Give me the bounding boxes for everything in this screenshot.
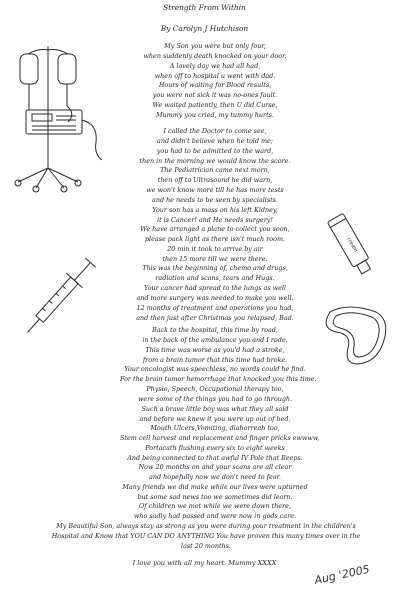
poem-line: And being connected to that awful IV Pole that Beeps. <box>127 453 303 462</box>
stanza-6 <box>120 463 310 522</box>
poem-line: and more surgery was needed to make you well. <box>136 293 294 302</box>
stanza-2 <box>120 127 310 225</box>
poem-line: A lovely day we had all had, <box>169 61 261 70</box>
poem-line: who sadly had passed and were now in gods care. <box>133 512 297 521</box>
poem-line: Stem cell harvest and replacement and finger pricks ewwww, <box>120 433 320 442</box>
poem-line: Hours of waiting for Blood results, <box>158 81 272 90</box>
poem-line: For the brain tumor hemorrhage that knocked you this time. <box>120 375 317 384</box>
poem-line: We waited patiently, then U did Curse, <box>152 101 278 110</box>
poem-line: then off to Ultrasound he did warn, <box>157 176 273 185</box>
poem-line: please pack light as there isn't much room. <box>144 234 286 243</box>
stanza-3 <box>120 225 310 323</box>
svg-text:cream: cream <box>345 236 359 254</box>
syringe-drawing <box>8 248 118 338</box>
poem-line: and before we knew it you were up out of bed, <box>139 414 291 423</box>
poem-line: Mummy you cried, my tummy hurts. <box>156 110 274 119</box>
poem-line: Physio, Speech, Occupational therapy too, <box>146 385 284 394</box>
poem-line: you had to be admitted to the ward, <box>156 146 274 155</box>
kidney-dish-drawing <box>318 300 394 370</box>
poem-line: and then just after Christmas you relapsed, Bad. <box>136 313 294 322</box>
poem-line: I called the Doctor to come see, <box>163 127 267 135</box>
poem-title: Strength From Within <box>163 3 246 12</box>
signoff-line: I love you with all my heart. Mummy XXXX <box>132 559 277 567</box>
poem-line: We have arranged a plane to collect you soon, <box>140 225 290 233</box>
poem-line: radiation and scans, tears and Hugs. <box>155 274 275 283</box>
poem-line: you were not sick it was no-ones fault. <box>152 91 278 100</box>
closing-paragraph: My Beautiful Son, always stay as strong as you were during your treatment in the children's Hospital and Know that YOU CAN DO ANYTHING You have proven this many times over in the last 20 months. <box>51 522 361 550</box>
poem-line: when off to hospital u went with dad. <box>154 71 276 80</box>
poem-line: Mouth Ulcers,Vomiting, diahorreah too, <box>150 424 280 432</box>
poem-line: and he needs to be seen by specialists. <box>152 195 278 204</box>
poem-line: were some of the things you had to go through. <box>137 394 293 403</box>
poem-line: This was the beginning of, chemo and drugs, <box>142 264 288 273</box>
poem-line: and hopefully now we don't need to fear. <box>149 472 281 481</box>
poem-line: 12 months of treatment and operations you had, <box>136 303 294 312</box>
poem-line: 20 min it took to arrive by air <box>167 244 263 253</box>
stanza-4 <box>120 326 317 424</box>
poem-line: we won't know more till he has more tests <box>146 186 284 195</box>
poem-line: Your oncologist was speechless, no words could he find. <box>124 365 306 374</box>
poem-line: and didn't believe when he told me; <box>157 136 273 145</box>
poem-author: By Carolyn J Hutchison <box>160 24 249 33</box>
poem-line: This time was worse as you'd had a stroke, <box>145 345 285 354</box>
poem-line: then 15 more till we were there. <box>162 254 268 263</box>
poem-line: Your son has a mass on his left Kidney, <box>152 205 278 214</box>
poem-line: Your cancer had spread to the lungs as well <box>144 284 286 293</box>
poem-line: when suddenly death knocked on your door. <box>143 51 287 60</box>
poem-line: Of children we met while we were down there, <box>139 502 291 511</box>
poem-line: in the back of the ambulance you and I rode. <box>142 335 288 344</box>
iv-pole-drawing <box>6 42 116 192</box>
poem-line: Back to the hospital, this time by road, <box>152 326 278 334</box>
poem-line: then in the morning we would know the score. <box>139 156 291 165</box>
poem-line: Portacath flushing every six to eight weeks <box>145 443 285 452</box>
stanza-5 <box>120 424 320 463</box>
poem-line: My Son you were but only four, <box>164 42 266 50</box>
stanza-1 <box>120 42 310 121</box>
poem-line: but some sad news too we sometimes did learn. <box>137 492 293 501</box>
poem-line: it is Cancer! and He needs surgery! <box>157 215 273 224</box>
handwritten-date: Aug '2005 <box>313 562 371 587</box>
poem-line: Many friends we did make while our lives were upturned <box>122 482 308 491</box>
poem-line: from a brain tumor that this time had broke. <box>142 355 288 364</box>
poem-line: Now 20 months on and your scans are all clear <box>138 463 292 471</box>
ointment-tube-drawing <box>322 205 382 285</box>
poem-line: Such a brave little boy was what they all said <box>141 404 289 413</box>
poem-line: The Pediatrician came next morn, <box>160 166 270 175</box>
